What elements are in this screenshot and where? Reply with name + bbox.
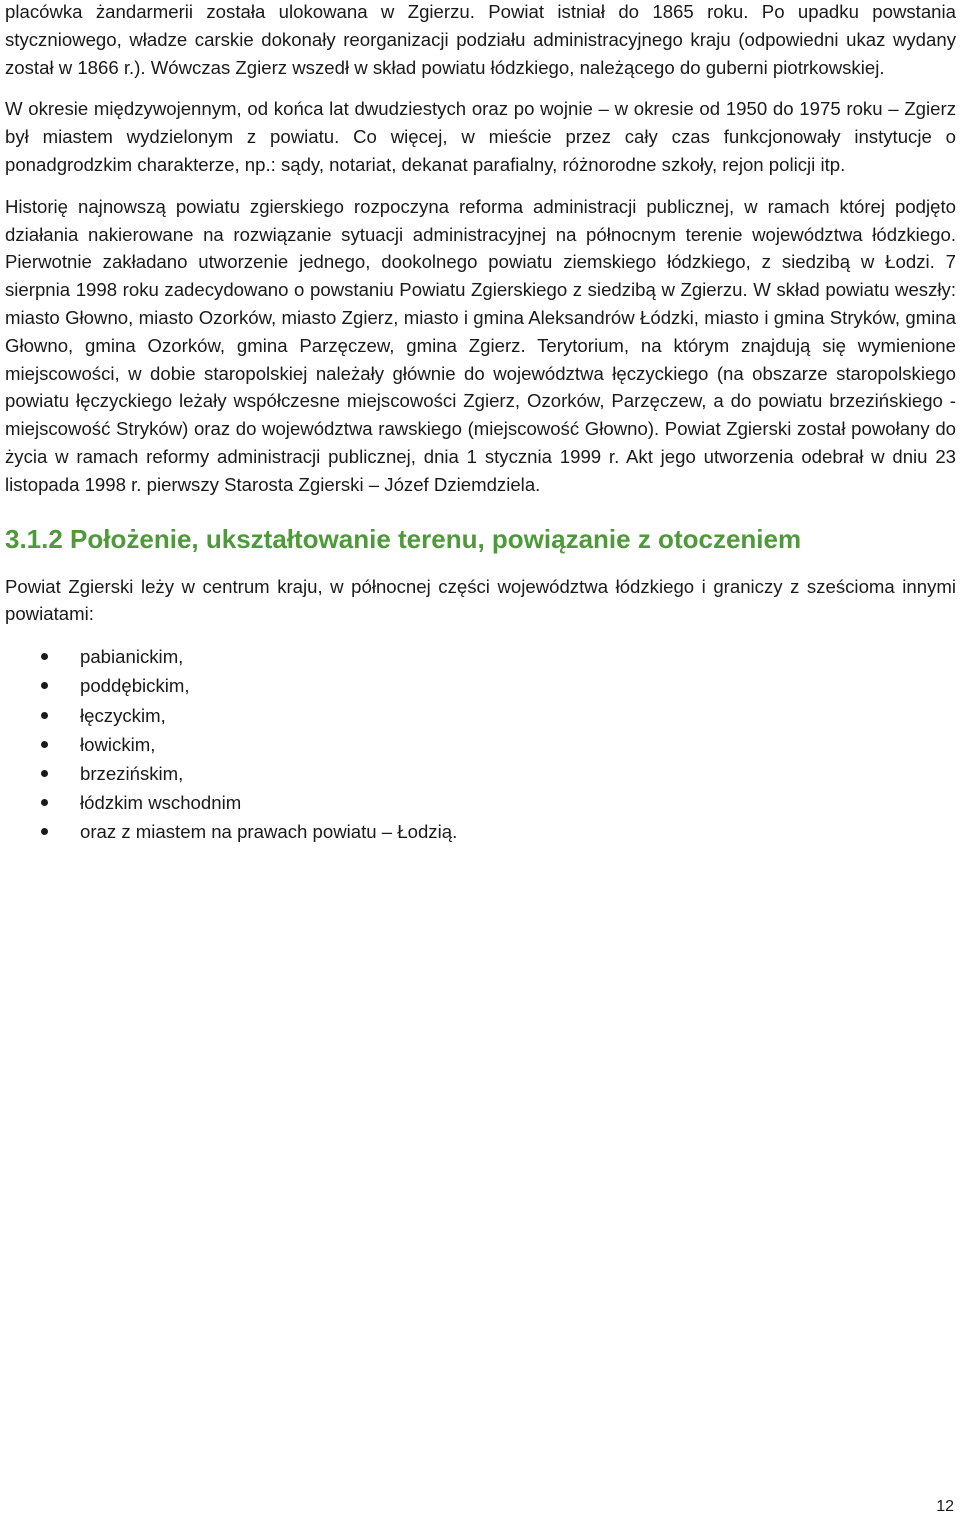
paragraph-history-1865: placówka żandarmerii została ulokowana w Zgierzu. Powiat istniał do 1865 roku. Po upadku powstania styczniowego, władze carskie dokonały reorganizacji podziału administracyjnego kraju (odpowiedni ukaz wydany został w 1866 r.). Wówczas Zgierz wszedł w skład powiatu łódzkiego, należącego do guberni piotrkowskiej. — [5, 1, 956, 78]
bullet-icon — [41, 770, 48, 777]
list-item-label: poddębickim, — [80, 675, 190, 697]
bullet-icon — [41, 653, 48, 660]
list-item-label: oraz z miastem na prawach powiatu – Łodzią. — [80, 821, 458, 843]
page-number: 12 — [936, 1498, 954, 1515]
section-title: 3.1.2 Położenie, ukształtowanie terenu, powiązanie z otoczeniem — [5, 523, 802, 554]
paragraph-interwar: W okresie międzywojennym, od końca lat dwudziestych oraz po wojnie – w okresie od 1950 do 1975 roku – Zgierz był miastem wydzielonym z powiatu. Co więcej, w mieście przez cały czas funkcjonowały instytucje o ponadgrodzkim charakterze, np.: sądy, notariat, dekanat parafialny, różnorodne szkoły, rejon policji itp. — [5, 98, 956, 175]
bullet-icon — [41, 828, 48, 835]
bullet-icon — [41, 799, 48, 806]
list-item — [5, 759, 956, 788]
list-item-label: łódzkim wschodnim — [80, 792, 242, 814]
list-item-label: łęczyckim, — [80, 704, 166, 726]
bullet-icon — [41, 712, 48, 719]
list-item-label: brzezińskim, — [80, 762, 184, 784]
document-page — [5, 0, 956, 847]
bullet-icon — [41, 741, 48, 748]
list-item — [5, 817, 956, 846]
neighbor-list — [5, 642, 956, 846]
bullet-icon — [41, 682, 48, 689]
list-item — [5, 642, 956, 671]
paragraph-recent-history: Historię najnowszą powiatu zgierskiego rozpoczyna reforma administracji publicznej, w ramach której podjęto działania nakierowane na rozwiązanie sytuacji administracyjnej na północnym terenie województwa łódzkiego. Pierwotnie zakładano utworzenie jednego, dookolnego powiatu ziemskiego łódzkiego, z siedzibą w Łodzi. 7 sierpnia 1998 roku zadecydowano o powstaniu Powiatu Zgierskiego z siedzibą w Zgierzu. W skład powiatu weszły: miasto Głowno, miasto Ozorków, miasto Zgierz, miasto i gmina Aleksandrów Łódzki, miasto i gmina Stryków, gmina Głowno, gmina Ozorków, gmina Parzęczew, gmina Zgierz. Terytorium, na którym znajdują się wymienione miejscowości, w dobie staropolskiej należały głównie do województwa łęczyckiego (na obszarze staropolskiego powiatu łęczyckiego leżały współczesne miejscowości Zgierz, Ozorków, Parzęczew, a do powiatu brzezińskiego - miejscowość Stryków) oraz do województwa rawskiego (miejscowość Głowno). Powiat Zgierski został powołany do życia w ramach reformy administracji publicznej, dnia 1 stycznia 1999 r. Akt jego utworzenia odebrał w dniu 23 listopada 1998 r. pierwszy Starosta Zgierski – Józef Dziemdziela. — [5, 195, 956, 495]
list-item — [5, 701, 956, 730]
list-item — [5, 671, 956, 700]
section-intro: Powiat Zgierski leży w centrum kraju, w północnej części województwa łódzkiego i graniczy z sześcioma innymi powiatami: — [5, 575, 956, 625]
list-item-label: łowickim, — [80, 733, 156, 755]
list-item — [5, 788, 956, 817]
list-item-label: pabianickim, — [80, 646, 184, 668]
list-item — [5, 730, 956, 759]
